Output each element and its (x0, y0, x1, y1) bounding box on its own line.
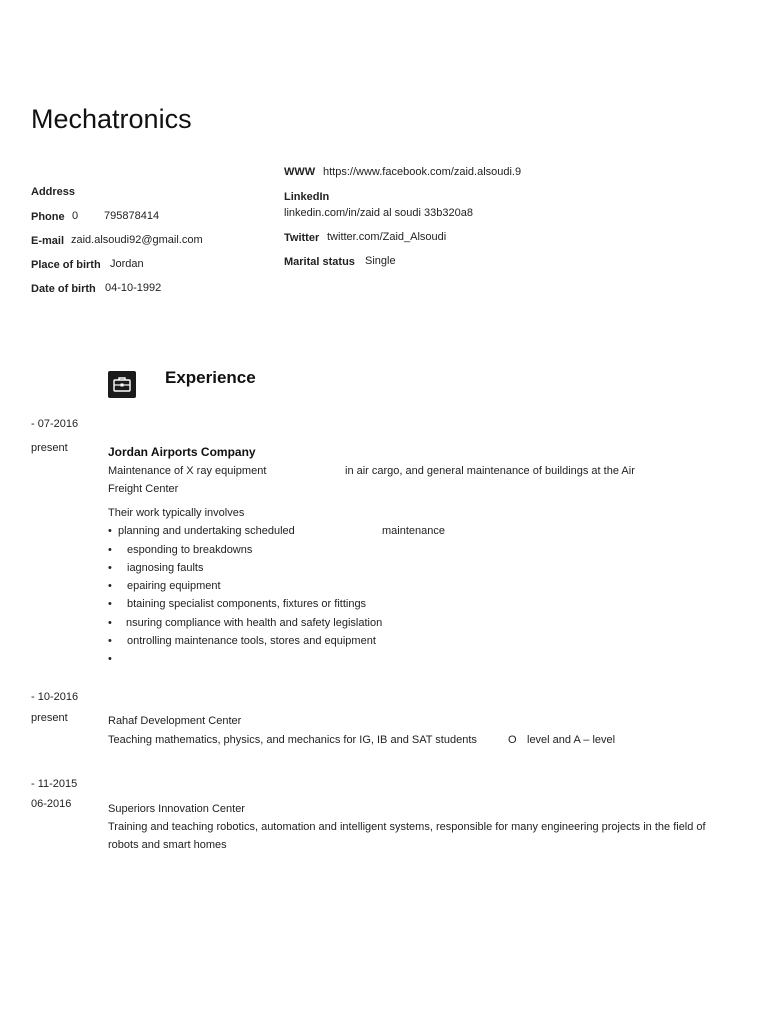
birthplace-value: Jordan (110, 258, 144, 270)
marital-label: Marital status (284, 256, 355, 268)
bullet-marker: • (108, 562, 112, 574)
job-2-date-end: present (31, 712, 68, 724)
experience-heading: Experience (165, 368, 256, 387)
job-2-desc-part3: level and A – level (527, 734, 616, 746)
job-3-company: Superiors Innovation Center (108, 803, 245, 815)
job-1-desc-part2: in air cargo, and general maintenance of buildings at the Air (345, 465, 635, 477)
bullet-marker: • (108, 653, 112, 665)
bullet-marker: • (108, 525, 112, 537)
birthdate-value: 04-10-1992 (105, 282, 162, 294)
job-1-bullet-1a: planning and undertaking scheduled (118, 525, 295, 537)
job-2-company: Rahaf Development Center (108, 715, 242, 727)
job-1-bullet-1b: maintenance (382, 525, 445, 537)
birthdate-label: Date of birth (31, 283, 96, 295)
linkedin-link[interactable]: linkedin.com/in/zaid al soudi 33b320a8 (284, 207, 473, 219)
job-1-desc-line2: Freight Center (108, 483, 179, 495)
email-label: E-mail (31, 235, 65, 247)
bullet-marker: • (108, 544, 112, 556)
address-label: Address (31, 186, 76, 198)
job-1-bullet-4: epairing equipment (127, 580, 221, 592)
job-1-bullet-6: nsuring compliance with health and safety legislation (126, 617, 383, 629)
job-1-bullet-5: btaining specialist components, fixtures or fittings (127, 598, 367, 610)
bullet-marker: • (108, 635, 112, 647)
www-label: WWW (284, 166, 316, 178)
job-3-date-end: 06-2016 (31, 798, 72, 810)
birthplace-label: Place of birth (31, 259, 101, 271)
twitter-link[interactable]: twitter.com/Zaid_Alsoudi (327, 231, 447, 243)
job-1-date-end: present (31, 442, 68, 454)
bullet-marker: • (108, 617, 112, 629)
bullet-marker: • (108, 598, 112, 610)
phone-value: 795878414 (104, 210, 160, 222)
job-3-date-start: - 11-2015 (31, 778, 78, 790)
www-link[interactable]: https://www.facebook.com/zaid.alsoudi.9 (323, 166, 522, 178)
bullet-marker: • (108, 580, 112, 592)
linkedin-label: LinkedIn (284, 191, 330, 203)
job-1-desc-part1: Maintenance of X ray equipment (108, 465, 267, 477)
job-1-bullet-2: esponding to breakdowns (127, 544, 253, 556)
job-1-date-start: - 07-2016 (31, 418, 79, 430)
page-title: Mechatronics (31, 104, 192, 134)
job-1-bullet-3: iagnosing faults (127, 562, 204, 574)
twitter-label: Twitter (284, 232, 320, 244)
briefcase-icon (108, 371, 136, 398)
job-2-desc-part1: Teaching mathematics, physics, and mechanics for IG, IB and SAT students (108, 734, 477, 746)
job-1-bullet-7: ontrolling maintenance tools, stores and equipment (127, 635, 376, 647)
job-2-date-start: - 10-2016 (31, 691, 79, 703)
phone-prefix: 0 (72, 210, 79, 222)
job-1-intro: Their work typically involves (108, 507, 245, 519)
job-1-company: Jordan Airports Company (108, 445, 256, 459)
job-3-desc: Training and teaching robotics, automation and intelligent systems, responsible for many engineering projects in the field of robots and smart homes (108, 821, 706, 851)
job-2-desc-part2: O (508, 734, 517, 746)
marital-value: Single (365, 255, 396, 267)
email-value[interactable]: zaid.alsoudi92@gmail.com (71, 234, 203, 246)
phone-label: Phone (31, 211, 65, 223)
